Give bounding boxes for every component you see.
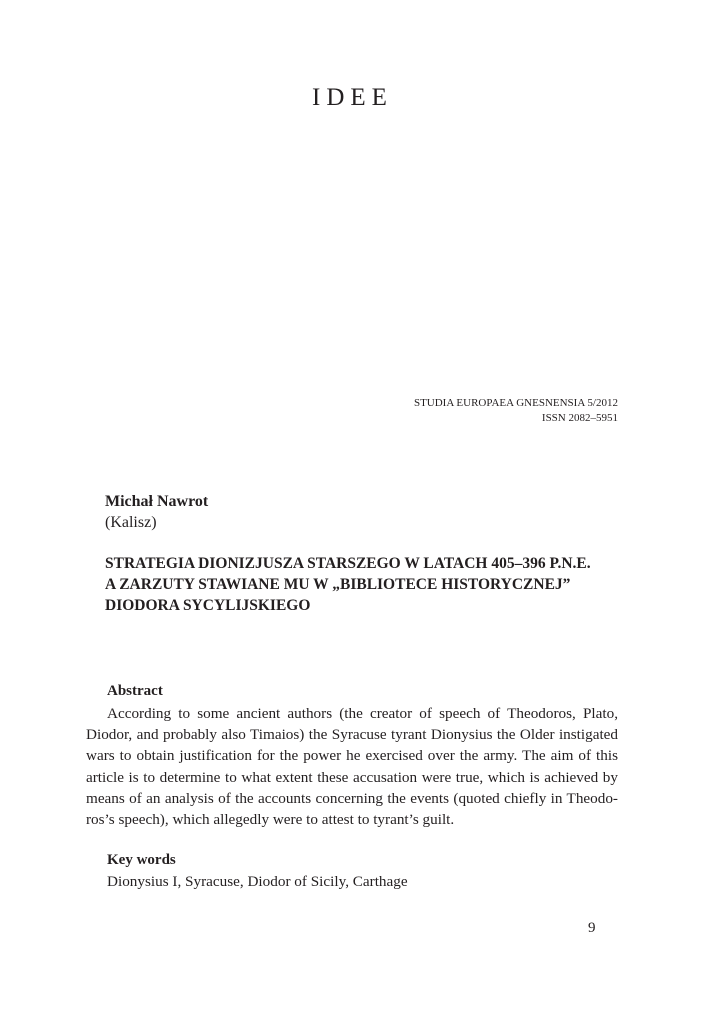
abstract-line: Diodor, and probably also Timaios) the Syracuse tyrant Dionysius the Older instigated <box>86 726 618 744</box>
journal-info <box>414 396 618 426</box>
article-title-line: STRATEGIA DIONIZJUSZA STARSZEGO W LATACH 405–396 P.N.E. <box>105 555 591 572</box>
keywords-text: Dionysius I, Syracuse, Diodor of Sicily, Carthage <box>107 873 408 890</box>
keywords-heading: Key words <box>107 852 176 868</box>
journal-name: STUDIA EUROPAEA GNESNENSIA 5/2012 <box>413 397 618 409</box>
abstract-text <box>86 703 618 830</box>
journal-issn: ISSN 2082–5951 <box>541 412 618 424</box>
section-title: IDEE <box>312 84 393 111</box>
author-affiliation: (Kalisz) <box>105 514 157 531</box>
article-title-line: A ZARZUTY STAWIANE MU W „BIBLIOTECE HISTORYCZNEJ” <box>105 576 571 593</box>
author-name: Michał Nawrot <box>105 493 209 510</box>
abstract-line: ros’s speech), which allegedly were to attest to tyrant’s guilt. <box>86 811 455 829</box>
author-block <box>105 491 208 533</box>
abstract-line: wars to obtain justification for the power he exercised over the army. The aim of this <box>86 747 618 765</box>
page-number: 9 <box>588 920 596 936</box>
abstract-line: article is to determine to what extent these accusation were true, which is achieved by <box>86 768 618 786</box>
article-title <box>105 553 635 616</box>
article-title-line: DIODORA SYCYLIJSKIEGO <box>105 597 311 614</box>
abstract-heading: Abstract <box>107 683 163 699</box>
abstract-line: means of an analysis of the accounts concerning the events (quoted chiefly in Theodo- <box>86 789 618 807</box>
abstract-line: According to some ancient authors (the creator of speech of Theodoros, Plato, <box>107 705 618 722</box>
